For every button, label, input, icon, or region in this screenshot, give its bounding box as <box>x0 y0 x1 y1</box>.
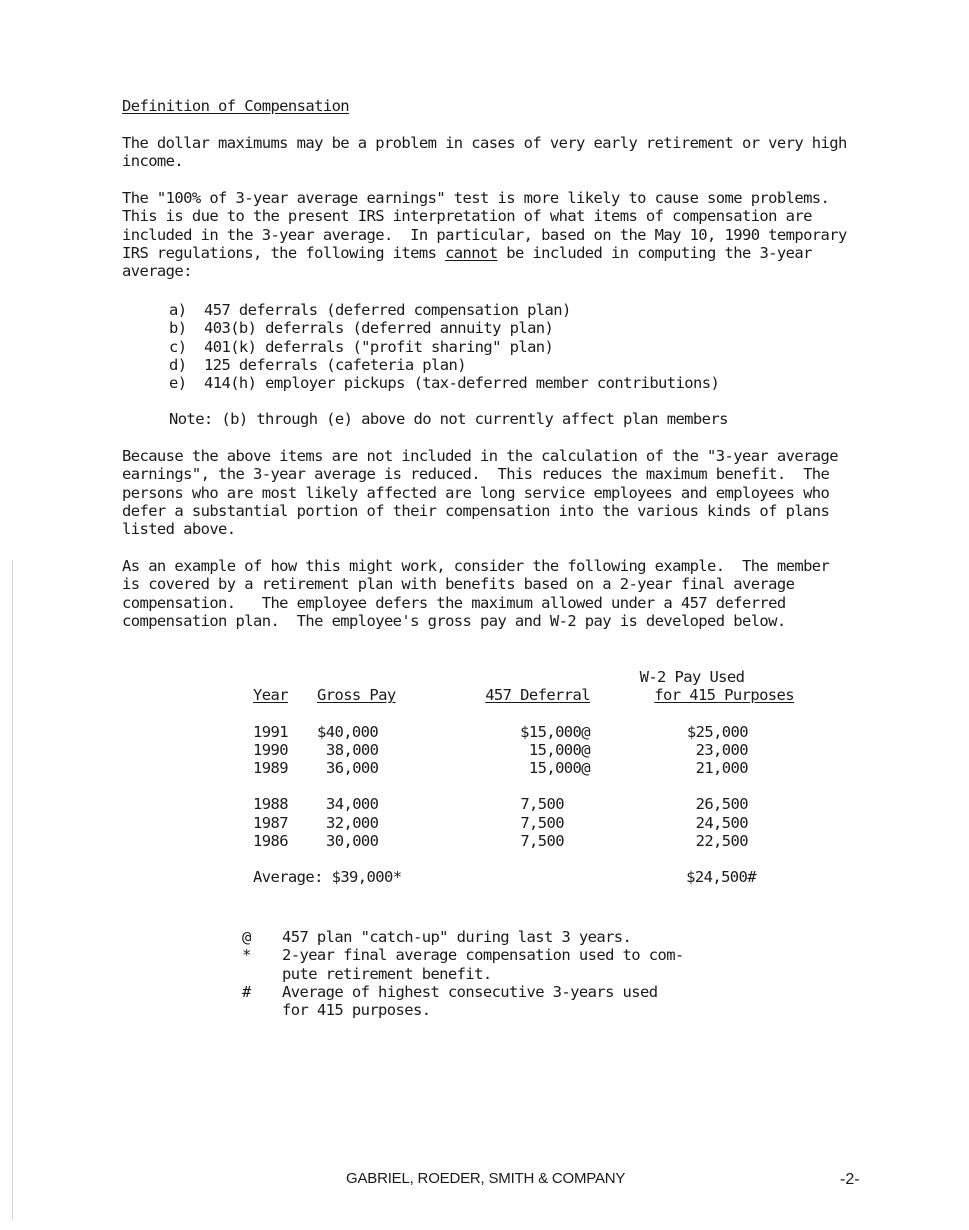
footnote <box>242 928 684 946</box>
list-item-text: 414(h) employer pickups (tax-deferred member contributions) <box>204 374 720 393</box>
cell-deferral: $15,000@ <box>520 722 590 741</box>
cell-deferral: 15,000@ <box>528 740 590 759</box>
cell-w2: 26,500 <box>695 795 748 814</box>
paragraph-2-line: average: <box>122 262 192 281</box>
cell-deferral: 15,000@ <box>528 759 590 778</box>
cell-gross: 38,000 <box>326 740 379 759</box>
list-item <box>169 338 719 356</box>
note-text: Note: (b) through (e) above do not currently affect plan members <box>169 410 728 428</box>
header-gross-pay: Gross Pay <box>317 686 396 705</box>
paragraph-4-line: is covered by a retirement plan with benefits based on a 2-year final average <box>122 575 795 594</box>
list-item-label: d) <box>169 355 187 374</box>
footnote <box>242 983 684 1020</box>
paragraph-3-line: defer a substantial portion of their compensation into the various kinds of plans <box>122 501 830 520</box>
paragraph-4-line: compensation. The employee defers the maximum allowed under a 457 deferred <box>122 593 786 612</box>
cell-w2: 22,500 <box>695 832 748 851</box>
cell-year: 1988 <box>253 795 288 814</box>
footnote-line: for 415 purposes. <box>282 1001 431 1020</box>
cell-gross: 32,000 <box>326 813 379 832</box>
compensation-table <box>253 668 794 887</box>
list-item-label: b) <box>169 319 187 338</box>
table-row <box>253 832 794 850</box>
footnote-line: pute retirement benefit. <box>282 964 492 983</box>
table-header-row <box>253 668 794 686</box>
header-year: Year <box>253 686 288 705</box>
list-item-label: a) <box>169 301 187 319</box>
paragraph-2-line: This is due to the present IRS interpretation of what items of compensation are <box>122 207 812 226</box>
footnote <box>242 946 684 983</box>
paragraph-1 <box>122 134 882 171</box>
footnote-line: Average of highest consecutive 3-years used <box>282 982 658 1001</box>
footnote-symbol: # <box>242 982 251 1001</box>
footnote-symbol: @ <box>242 928 251 946</box>
cell-year: 1989 <box>253 759 288 778</box>
cell-gross: $40,000 <box>317 722 379 741</box>
company-footer: GABRIEL, ROEDER, SMITH & COMPANY <box>346 1170 626 1187</box>
footnote-line: 457 plan "catch-up" during last 3 years. <box>282 928 632 946</box>
cell-w2: 21,000 <box>695 759 748 778</box>
list-item <box>169 301 719 319</box>
paragraph-3 <box>122 447 882 538</box>
section-heading: Definition of Compensation <box>122 97 350 115</box>
scan-edge-line <box>12 560 13 1220</box>
cell-year: 1990 <box>253 740 288 759</box>
cell-year: 1987 <box>253 813 288 832</box>
list-item-text: 125 deferrals (cafeteria plan) <box>204 355 466 374</box>
cell-w2: $25,000 <box>686 722 748 741</box>
excluded-items-list <box>169 301 719 392</box>
table-row <box>253 759 794 777</box>
paragraph-4 <box>122 557 882 630</box>
paragraph-3-line: Because the above items are not included in the calculation of the "3-year average <box>122 447 839 465</box>
paragraph-2 <box>122 189 882 280</box>
list-item-text: 457 deferrals (deferred compensation plan) <box>204 301 571 319</box>
text-span: IRS regulations, the following items <box>122 243 446 262</box>
average-label: Average: $39,000* <box>253 868 402 887</box>
footnote-line: 2-year final average compensation used to com- <box>282 946 684 965</box>
emphasis-cannot: cannot <box>445 243 498 262</box>
cell-deferral: 7,500 <box>520 813 564 832</box>
list-item-text: 403(b) deferrals (deferred annuity plan) <box>204 319 554 338</box>
list-item-label: c) <box>169 337 187 356</box>
cell-deferral: 7,500 <box>520 832 564 851</box>
paragraph-1-line: income. <box>122 152 184 171</box>
list-item <box>169 319 719 337</box>
list-item <box>169 356 719 374</box>
paragraph-2-line: included in the 3-year average. In particular, based on the May 10, 1990 temporary <box>122 225 847 244</box>
paragraph-3-line: earnings", the 3-year average is reduced. This reduces the maximum benefit. The <box>122 465 830 484</box>
table-row <box>253 814 794 832</box>
header-w2-line1: W-2 Pay Used <box>639 668 745 686</box>
table-row <box>253 723 794 741</box>
footnotes <box>242 928 684 1019</box>
average-w2: $24,500# <box>686 868 756 887</box>
cell-year: 1991 <box>253 722 288 741</box>
list-item <box>169 374 719 392</box>
paragraph-4-line: As an example of how this might work, consider the following example. The member <box>122 557 830 575</box>
table-header-row <box>253 686 794 704</box>
paragraph-3-line: listed above. <box>122 520 236 539</box>
footnote-symbol: * <box>242 946 251 965</box>
cell-w2: 24,500 <box>695 813 748 832</box>
cell-gross: 30,000 <box>326 832 379 851</box>
paragraph-2-line: The "100% of 3-year average earnings" test is more likely to cause some problems. <box>122 189 830 207</box>
cell-gross: 36,000 <box>326 759 379 778</box>
header-w2-line2: for 415 Purposes <box>654 686 794 705</box>
header-457-deferral: 457 Deferral <box>485 686 590 705</box>
cell-year: 1986 <box>253 832 288 851</box>
list-item-text: 401(k) deferrals ("profit sharing" plan) <box>204 337 554 356</box>
table-row <box>253 741 794 759</box>
list-item-label: e) <box>169 374 187 393</box>
table-row <box>253 795 794 813</box>
cell-deferral: 7,500 <box>520 795 564 814</box>
paragraph-2-line <box>122 244 882 262</box>
table-average-row <box>253 868 794 886</box>
cell-gross: 34,000 <box>326 795 379 814</box>
paragraph-4-line: compensation plan. The employee's gross pay and W-2 pay is developed below. <box>122 611 786 630</box>
cell-w2: 23,000 <box>695 740 748 759</box>
page-number: -2- <box>840 1171 860 1188</box>
text-span: be included in computing the 3-year <box>497 243 812 262</box>
paragraph-1-line: The dollar maximums may be a problem in cases of very early retirement or very high <box>122 134 847 152</box>
paragraph-3-line: persons who are most likely affected are long service employees and employees who <box>122 483 830 502</box>
